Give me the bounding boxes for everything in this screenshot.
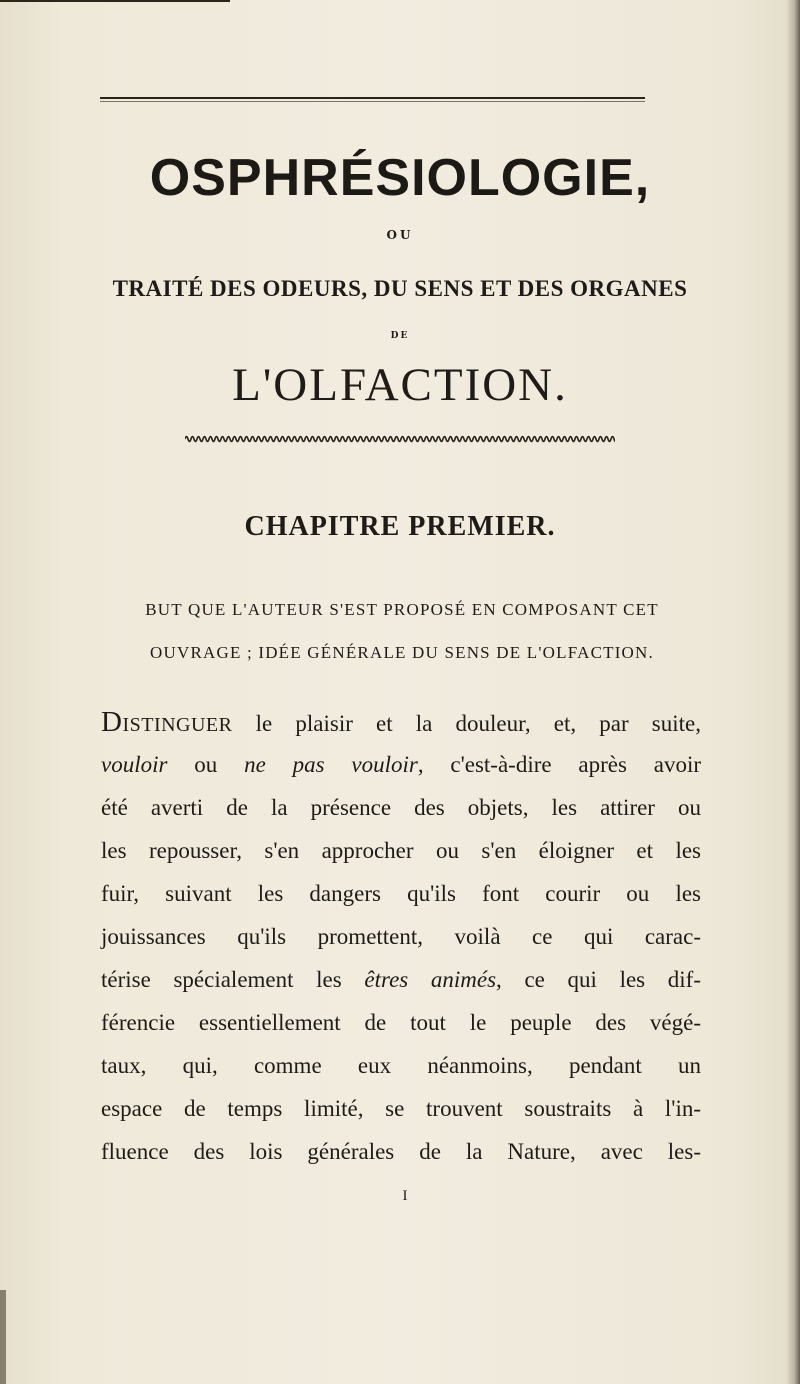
title-connector: OU bbox=[386, 228, 414, 242]
chapter-summary-line: BUT QUE L'AUTEUR S'EST PROPOSÉ EN COMPOSANT CET bbox=[145, 600, 659, 619]
subtitle-connector: DE bbox=[390, 331, 410, 341]
top-double-rule bbox=[100, 97, 645, 99]
paragraph-line: taux, qui, comme eux néanmoins, pendant un bbox=[101, 1053, 701, 1078]
paragraph-line: térise spécialement les êtres animés, ce qui les dif- bbox=[101, 967, 701, 992]
paragraph-line: les repousser, s'en approcher ou s'en éloigner et les bbox=[101, 838, 701, 863]
book-subtitle: TRAITÉ DES ODEURS, DU SENS ET DES ORGANES bbox=[112, 276, 688, 301]
paragraph-line: espace de temps limité, se trouvent soustraits à l'in- bbox=[101, 1096, 701, 1121]
paragraph-line: Distinguer le plaisir et la douleur, et, par suite, bbox=[101, 706, 701, 738]
top-double-rule-thin bbox=[100, 101, 645, 102]
paragraph-line: vouloir ou ne pas vouloir, c'est-à-dire après avoir bbox=[101, 752, 701, 777]
paragraph-line: fluence des lois générales de la Nature, avec les- bbox=[101, 1139, 701, 1164]
signature-mark: I bbox=[402, 1188, 408, 1204]
paragraph-line: fuir, suivant les dangers qu'ils font courir ou les bbox=[101, 881, 701, 906]
chapter-summary-line: OUVRAGE ; IDÉE GÉNÉRALE DU SENS DE L'OLFACTION. bbox=[150, 643, 654, 662]
chapter-heading: CHAPITRE PREMIER. bbox=[244, 511, 556, 542]
page-edge-shadow bbox=[0, 1290, 6, 1384]
subtitle-end: L'OLFACTION. bbox=[232, 359, 568, 411]
page-corner-line bbox=[0, 0, 230, 2]
book-title: OSPHRÉSIOLOGIE, bbox=[149, 149, 651, 207]
dropcap-word: Distinguer bbox=[101, 706, 233, 738]
paragraph-line: jouissances qu'ils promettent, voilà ce qui carac- bbox=[101, 924, 701, 949]
ornamental-wavy-rule bbox=[185, 432, 615, 446]
paragraph-line: été averti de la présence des objets, les attirer ou bbox=[101, 795, 701, 820]
paragraph-line: férencie essentiellement de tout le peuple des végé- bbox=[101, 1010, 701, 1035]
